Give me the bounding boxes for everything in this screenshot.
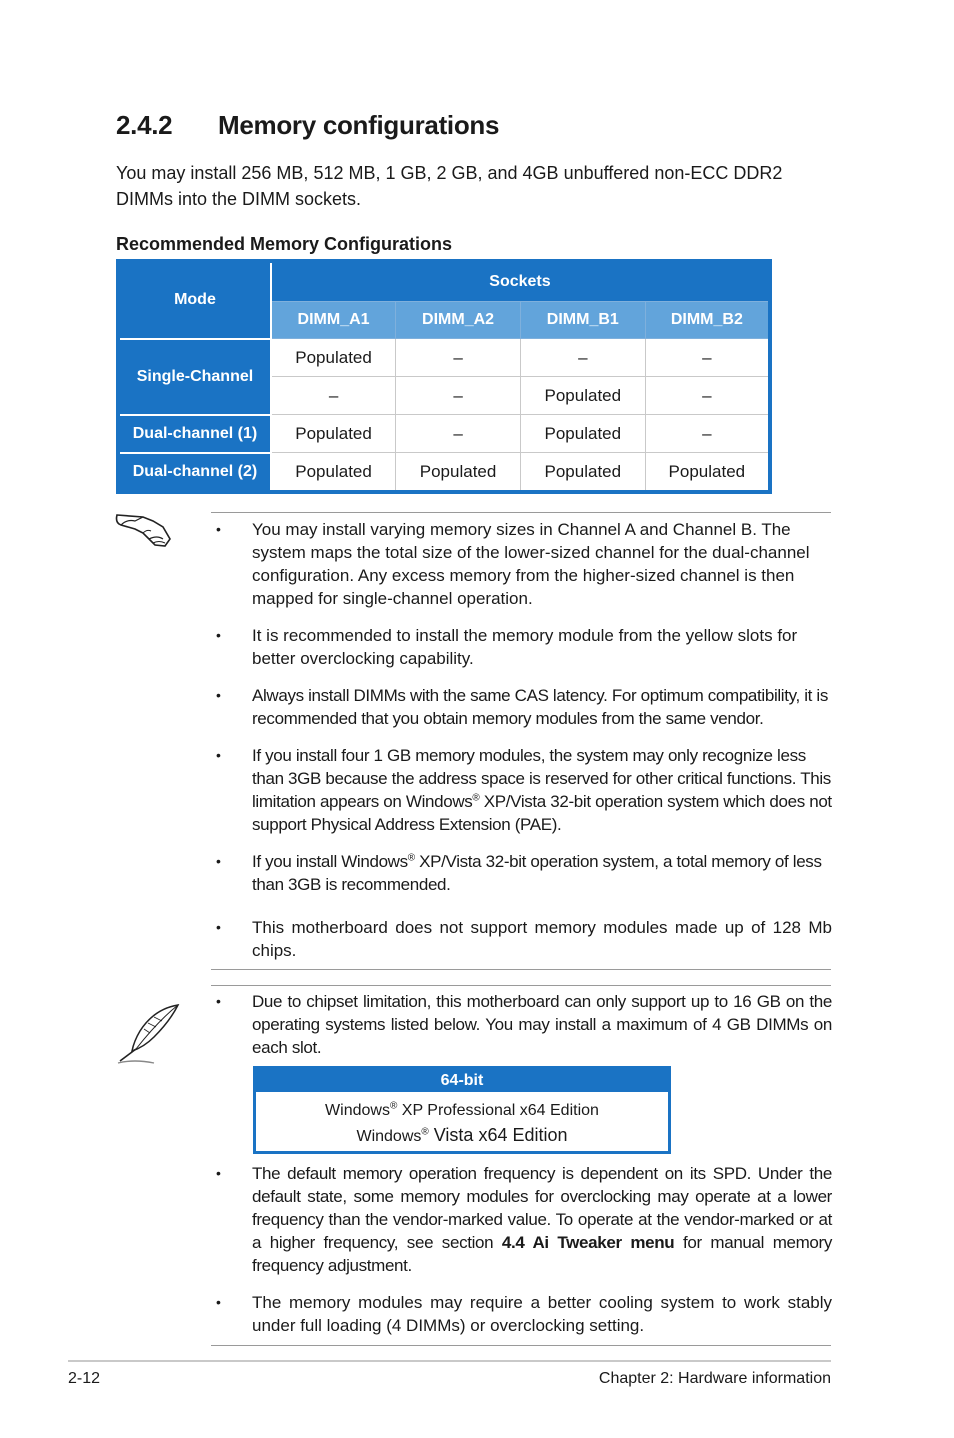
table-cell: Populated <box>645 453 770 493</box>
registered-mark: ® <box>421 1126 429 1138</box>
registered-mark: ® <box>407 852 415 864</box>
table-cell: – <box>396 415 521 453</box>
section-heading: Memory configurations <box>218 110 500 140</box>
table-cell: – <box>520 339 645 377</box>
section-title <box>116 110 499 141</box>
chapter-label: Chapter 2: Hardware information <box>598 1370 831 1387</box>
list-item <box>216 684 832 730</box>
note-text: Always install DIMMs with the same CAS latency. For optimum compatibility, it is recommended that you obtain memory modules from the same vendor. <box>252 686 828 728</box>
hand-pointer-icon <box>113 505 173 554</box>
list-item <box>216 990 832 1059</box>
list-item <box>216 518 832 610</box>
note-text: If you install four 1 GB memory modules, the system may only recognize less than 3GB because the address space is reserved for other critical functions. This limitation appears on Windows <box>252 746 831 811</box>
list-item <box>216 1291 832 1337</box>
footer-rule <box>68 1360 831 1362</box>
mode-header: Mode <box>118 261 271 339</box>
list-item <box>216 850 832 896</box>
table-cell: – <box>396 377 521 415</box>
os-table-header: 64-bit <box>256 1069 668 1092</box>
os-table-row <box>256 1123 668 1149</box>
note-list-2 <box>216 990 832 1059</box>
row-label-dual-channel-2: Dual-channel (2) <box>118 453 271 493</box>
table-cell: Populated <box>520 415 645 453</box>
feather-pen-icon <box>114 1001 182 1072</box>
note-text: You may install varying memory sizes in Channel A and Channel B. The system maps the total size of the lower-sized channel for the dual-channel configuration. Any excess memory from the higher-sized channel is then mapped for single-channel operation. <box>252 520 810 608</box>
sockets-header: Sockets <box>271 261 770 302</box>
section-number: 2.4.2 <box>116 110 173 140</box>
table-cell: – <box>396 339 521 377</box>
note-text: It is recommended to install the memory module from the yellow slots for better overclocking capability. <box>252 626 798 668</box>
note-list-1 <box>216 518 832 962</box>
table-cell: Populated <box>520 377 645 415</box>
note-text: The default memory operation frequency is dependent on its SPD. Under the default state, some memory modules for overclocking may operate at a lower frequency than the vendor-marked value. To operate at the vendor-marked or at a higher frequency, see section <box>252 1164 832 1252</box>
os-name: Windows <box>325 1102 390 1119</box>
table-cell: Populated <box>396 453 521 493</box>
row-label-single-channel: Single-Channel <box>118 339 271 415</box>
table-cell: Populated <box>271 415 396 453</box>
note-text: XP/Vista 32-bit operation system which does not support Physical Address Extension (PAE). <box>252 792 832 834</box>
dimm-header: DIMM_A1 <box>271 302 396 339</box>
note-text: for manual memory frequency adjustment. <box>252 1233 832 1275</box>
memory-config-table <box>116 259 772 494</box>
note-text: Due to chipset limitation, this motherboard can only support up to 16 GB on the operating systems listed below. You may install a maximum of 4 GB DIMMs on each slot. <box>252 992 832 1057</box>
os-support-table <box>253 1066 671 1154</box>
registered-mark: ® <box>472 792 480 804</box>
note-top-rule <box>211 512 831 513</box>
intro-paragraph: You may install 256 MB, 512 MB, 1 GB, 2 GB, and 4GB unbuffered non-ECC DDR2 DIMMs into the DIMM sockets. <box>116 163 783 209</box>
dimm-header: DIMM_B2 <box>645 302 770 339</box>
table-cell: – <box>645 415 770 453</box>
note-text: If you install Windows <box>252 852 408 871</box>
note-text: The memory modules may require a better cooling system to work stably under full loading (4 DIMMs) or overclocking setting. <box>252 1293 832 1335</box>
table-cell: – <box>645 339 770 377</box>
list-item <box>216 624 832 670</box>
list-item <box>216 916 832 962</box>
list-item <box>216 744 832 836</box>
os-edition: XP Professional x64 Edition <box>397 1102 599 1119</box>
note-text: This motherboard does not support memory modules made up of 128 Mb chips. <box>252 918 832 960</box>
note-list-3 <box>216 1162 832 1337</box>
os-edition: Vista x64 Edition <box>428 1125 568 1145</box>
section-reference: 4.4 Ai Tweaker menu <box>501 1233 675 1252</box>
table-cell: – <box>271 377 396 415</box>
table-caption: Recommended Memory Configurations <box>116 234 453 254</box>
table-cell: Populated <box>271 339 396 377</box>
note2-bottom-rule <box>211 1345 831 1346</box>
table-cell: Populated <box>271 453 396 493</box>
note2-top-rule <box>211 985 831 986</box>
table-cell: – <box>645 377 770 415</box>
registered-mark: ® <box>389 1100 398 1112</box>
dimm-header: DIMM_A2 <box>396 302 521 339</box>
row-label-dual-channel-1: Dual-channel (1) <box>118 415 271 453</box>
os-table-row <box>256 1098 668 1123</box>
list-item <box>216 1162 832 1277</box>
os-name: Windows <box>356 1128 422 1145</box>
page-number: 2-12 <box>68 1370 101 1387</box>
table-cell: Populated <box>520 453 645 493</box>
note-text: XP/Vista 32-bit operation system, a total memory of less than 3GB is recommended. <box>252 852 822 894</box>
note-bottom-rule <box>211 969 831 970</box>
dimm-header: DIMM_B1 <box>520 302 645 339</box>
